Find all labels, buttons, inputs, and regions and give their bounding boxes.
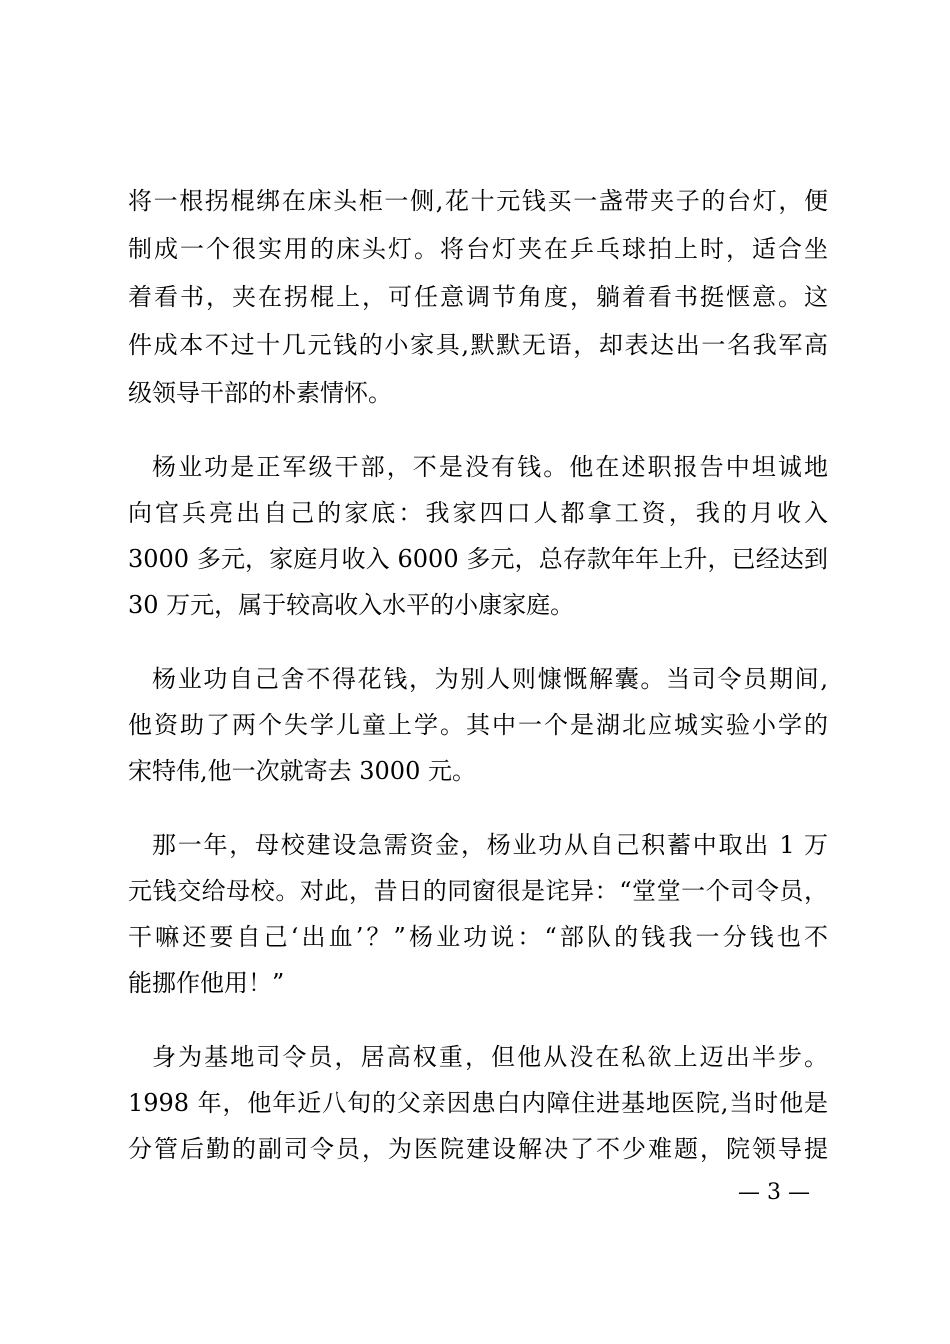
paragraph-5-line-2: 1998 年，他年近八旬的父亲因患白内障住进基地医院,当时他是 [128,1089,828,1117]
paragraph-1-line-1: 将一根拐棍绑在床头柜一侧,花十元钱买一盏带夹子的台灯，便 [128,187,828,215]
paragraph-3-line-3: 宋特伟,他一次就寄去 3000 元。 [128,757,476,785]
page-number: — 3 — [738,1180,810,1205]
paragraph-2-line-4: 30 万元，属于较高收入水平的小康家庭。 [128,591,575,619]
paragraph-5-line-3: 分管后勤的副司令员，为医院建设解决了不少难题，院领导提 [128,1135,828,1163]
paragraph-4-line-4: 能挪作他用！” [128,969,285,997]
paragraph-2-line-2: 向官兵亮出自己的家底：我家四口人都拿工资，我的月收入 [128,499,828,527]
paragraph-3-line-1: 杨业功自己舍不得花钱，为别人则慷慨解囊。当司令员期间, [152,665,828,693]
paragraph-1-line-3: 着看书，夹在拐棍上，可任意调节角度，躺着看书挺惬意。这 [128,283,828,311]
paragraph-1-line-4: 件成本不过十几元钱的小家具,默默无语，却表达出一名我军高 [128,331,828,359]
paragraph-5-line-1: 身为基地司令员，居高权重，但他从没在私欲上迈出半步。 [152,1043,828,1071]
paragraph-4-line-1: 那一年，母校建设急需资金，杨业功从自己积蓄中取出 1 万 [152,831,828,859]
paragraph-4-line-2: 元钱交给母校。对此，昔日的同窗很是诧异：“堂堂一个司令员， [128,877,828,905]
paragraph-4-line-3: 干嘛还要自己‘出血’？”杨业功说：“部队的钱我一分钱也不 [128,923,828,951]
paragraph-2-line-1: 杨业功是正军级干部，不是没有钱。他在述职报告中坦诚地 [152,453,828,481]
paragraph-1-line-2: 制成一个很实用的床头灯。将台灯夹在乒乓球拍上时，适合坐 [128,235,828,263]
paragraph-3-line-2: 他资助了两个失学儿童上学。其中一个是湖北应城实验小学的 [128,711,828,739]
paragraph-2-line-3: 3000 多元，家庭月收入 6000 多元，总存款年年上升，已经达到 [128,545,828,573]
paragraph-1-line-5: 级领导干部的朴素情怀。 [128,379,392,407]
